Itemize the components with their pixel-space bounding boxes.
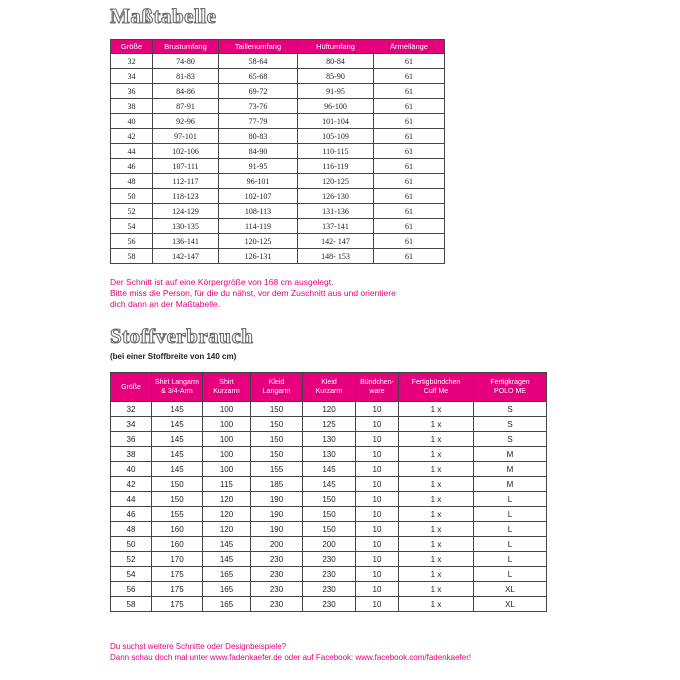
fabric-usage-subtitle: (bei einer Stoffbreite von 140 cm)	[110, 352, 237, 361]
column-header-line: POLO ME	[494, 388, 526, 395]
table-cell: 150	[251, 447, 303, 462]
table-cell: 61	[374, 69, 445, 84]
fabric-usage-table-body	[111, 402, 547, 612]
column-header	[251, 373, 303, 402]
measurement-table-body	[111, 54, 445, 264]
table-cell: 130-135	[153, 219, 219, 234]
table-row	[111, 537, 547, 552]
table-cell: 137-141	[298, 219, 374, 234]
table-cell: 1 x	[399, 492, 474, 507]
table-cell: 10	[356, 447, 399, 462]
table-cell: 97-101	[153, 129, 219, 144]
table-cell: 84-90	[219, 144, 298, 159]
table-cell: 42	[111, 129, 153, 144]
fabric-usage-heading: Stoffverbrauch	[110, 324, 254, 348]
table-cell: 61	[374, 204, 445, 219]
table-cell: 150	[251, 432, 303, 447]
table-cell: 200	[303, 537, 356, 552]
table-cell: 100	[203, 447, 251, 462]
table-cell: 1 x	[399, 537, 474, 552]
table-cell: 10	[356, 432, 399, 447]
table-cell: 130	[303, 447, 356, 462]
table-cell: 80-83	[219, 129, 298, 144]
column-header-line: ware	[369, 388, 385, 395]
table-cell: 126-130	[298, 189, 374, 204]
table-row	[111, 402, 547, 417]
table-cell: 48	[111, 522, 152, 537]
table-cell: 165	[203, 597, 251, 612]
table-cell: 175	[152, 567, 203, 582]
table-cell: M	[474, 462, 547, 477]
column-header: Brustumfang	[153, 40, 219, 54]
size-note-line: Der Schnitt ist auf eine Körpergröße von 168 cm ausgelegt.	[110, 277, 334, 287]
column-header-line: Cuff Me	[423, 388, 449, 395]
column-header-line: Shirt Langarm	[155, 379, 199, 386]
table-cell: 1 x	[399, 417, 474, 432]
table-cell: 112-117	[153, 174, 219, 189]
table-cell: 200	[251, 537, 303, 552]
column-header-line: Kleid	[321, 379, 337, 386]
table-row	[111, 144, 445, 159]
table-row	[111, 84, 445, 99]
table-row	[111, 174, 445, 189]
table-cell: 1 x	[399, 432, 474, 447]
table-row	[111, 54, 445, 69]
table-cell: 120	[303, 402, 356, 417]
table-cell: 36	[111, 84, 153, 99]
table-cell: 125	[303, 417, 356, 432]
table-cell: 40	[111, 462, 152, 477]
column-header: Ärmellänge	[374, 40, 445, 54]
table-cell: 1 x	[399, 477, 474, 492]
table-cell: 10	[356, 537, 399, 552]
table-cell: L	[474, 507, 547, 522]
table-cell: 230	[251, 597, 303, 612]
table-row	[111, 462, 547, 477]
table-cell: 50	[111, 537, 152, 552]
table-cell: 61	[374, 99, 445, 114]
size-note	[110, 277, 396, 310]
column-header	[203, 373, 251, 402]
table-cell: 61	[374, 84, 445, 99]
table-cell: 155	[251, 462, 303, 477]
table-cell: 230	[251, 582, 303, 597]
table-cell: 190	[251, 522, 303, 537]
table-cell: 91-95	[219, 159, 298, 174]
table-cell: 136-141	[153, 234, 219, 249]
column-header	[152, 373, 203, 402]
table-cell: 148- 153	[298, 249, 374, 264]
table-cell: 52	[111, 552, 152, 567]
table-cell: 101-104	[298, 114, 374, 129]
table-cell: S	[474, 417, 547, 432]
table-cell: 44	[111, 144, 153, 159]
table-cell: 61	[374, 174, 445, 189]
table-cell: 65-68	[219, 69, 298, 84]
table-cell: 69-72	[219, 84, 298, 99]
table-cell: 10	[356, 462, 399, 477]
table-cell: 108-113	[219, 204, 298, 219]
table-cell: S	[474, 402, 547, 417]
table-cell: 150	[152, 477, 203, 492]
table-cell: 102-106	[153, 144, 219, 159]
footer-note	[110, 641, 471, 663]
table-cell: 150	[303, 522, 356, 537]
column-header-line: Kleid	[268, 379, 285, 386]
table-cell: 142- 147	[298, 234, 374, 249]
table-cell: 150	[251, 417, 303, 432]
size-note-line: dich dann an der Maßtabelle.	[110, 299, 221, 309]
table-cell: 61	[374, 234, 445, 249]
table-cell: 32	[111, 402, 152, 417]
measurement-table-header	[111, 40, 445, 54]
table-cell: 10	[356, 552, 399, 567]
table-row	[111, 417, 547, 432]
column-header: Taillenumfang	[219, 40, 298, 54]
table-row	[111, 582, 547, 597]
table-cell: 160	[152, 537, 203, 552]
table-cell: 145	[203, 537, 251, 552]
table-row	[111, 99, 445, 114]
column-header: Hüftumfang	[298, 40, 374, 54]
column-header-line: Kurzarm	[315, 388, 343, 395]
table-cell: 190	[251, 492, 303, 507]
table-cell: 110-115	[298, 144, 374, 159]
table-row	[111, 234, 445, 249]
fabric-usage-table	[110, 372, 547, 612]
table-row	[111, 114, 445, 129]
table-cell: 1 x	[399, 507, 474, 522]
table-row	[111, 552, 547, 567]
column-header-line: Fertigkragen	[490, 379, 530, 386]
table-cell: 145	[303, 477, 356, 492]
measurement-table-heading: Maßtabelle	[110, 4, 217, 28]
table-cell: 42	[111, 477, 152, 492]
table-cell: 10	[356, 582, 399, 597]
table-cell: 10	[356, 417, 399, 432]
table-row	[111, 522, 547, 537]
table-row	[111, 597, 547, 612]
table-cell: S	[474, 432, 547, 447]
table-cell: 120	[203, 522, 251, 537]
table-row	[111, 129, 445, 144]
column-header-line: Langarm	[262, 388, 291, 395]
table-cell: 160	[152, 522, 203, 537]
table-cell: 34	[111, 417, 152, 432]
table-cell: 10	[356, 597, 399, 612]
table-row	[111, 567, 547, 582]
table-cell: 92-96	[153, 114, 219, 129]
table-cell: 155	[152, 507, 203, 522]
table-cell: 40	[111, 114, 153, 129]
table-cell: 150	[303, 507, 356, 522]
table-cell: 61	[374, 129, 445, 144]
table-cell: 52	[111, 204, 153, 219]
table-cell: 145	[152, 417, 203, 432]
table-row	[111, 69, 445, 84]
table-cell: 116-119	[298, 159, 374, 174]
column-header-line: Kurzarm	[213, 388, 240, 395]
table-cell: 100	[203, 417, 251, 432]
table-cell: L	[474, 537, 547, 552]
table-cell: 114-119	[219, 219, 298, 234]
table-cell: 105-109	[298, 129, 374, 144]
table-cell: 32	[111, 54, 153, 69]
table-cell: 96-101	[219, 174, 298, 189]
table-cell: 91-95	[298, 84, 374, 99]
column-header	[111, 373, 152, 402]
column-header-line: Größe	[121, 383, 141, 391]
table-cell: 131-136	[298, 204, 374, 219]
table-cell: 175	[152, 582, 203, 597]
table-cell: 1 x	[399, 462, 474, 477]
column-header	[474, 373, 547, 402]
table-cell: 10	[356, 477, 399, 492]
table-cell: 36	[111, 432, 152, 447]
table-cell: 1 x	[399, 567, 474, 582]
column-header	[399, 373, 474, 402]
table-cell: 230	[303, 597, 356, 612]
table-cell: 230	[303, 567, 356, 582]
table-cell: 100	[203, 432, 251, 447]
table-cell: 1 x	[399, 597, 474, 612]
column-header-line: Fertigbündchen	[411, 379, 461, 386]
table-cell: 145	[152, 462, 203, 477]
footer-line: Dann schau doch mal unter www.fadenkaefer.de oder auf Facebook: www.facebook.com/fadenkaefer!	[110, 653, 472, 662]
table-cell: 185	[251, 477, 303, 492]
table-row	[111, 432, 547, 447]
table-row	[111, 189, 445, 204]
table-cell: 165	[203, 582, 251, 597]
table-cell: 175	[152, 597, 203, 612]
table-cell: 85-90	[298, 69, 374, 84]
table-cell: 38	[111, 99, 153, 114]
table-cell: 230	[303, 582, 356, 597]
table-row	[111, 204, 445, 219]
column-header	[303, 373, 356, 402]
table-cell: 80-84	[298, 54, 374, 69]
table-cell: 61	[374, 159, 445, 174]
table-cell: L	[474, 492, 547, 507]
table-cell: 61	[374, 189, 445, 204]
table-cell: 77-79	[219, 114, 298, 129]
table-cell: 84-86	[153, 84, 219, 99]
column-header-line: Bündchen-	[360, 379, 394, 386]
table-cell: 102-107	[219, 189, 298, 204]
table-cell: 230	[303, 552, 356, 567]
table-cell: 145	[152, 402, 203, 417]
fabric-usage-table-header	[111, 373, 547, 402]
table-cell: 1 x	[399, 552, 474, 567]
table-cell: 50	[111, 189, 153, 204]
table-cell: 230	[251, 552, 303, 567]
table-cell: 1 x	[399, 582, 474, 597]
table-row	[111, 219, 445, 234]
table-cell: 54	[111, 567, 152, 582]
table-cell: 10	[356, 402, 399, 417]
column-header: Größe	[111, 40, 153, 54]
table-cell: 150	[303, 492, 356, 507]
table-cell: 190	[251, 507, 303, 522]
table-cell: 46	[111, 159, 153, 174]
column-header	[356, 373, 399, 402]
table-cell: 10	[356, 492, 399, 507]
table-cell: 44	[111, 492, 152, 507]
table-cell: 145	[203, 552, 251, 567]
table-cell: 118-123	[153, 189, 219, 204]
table-cell: 120-125	[219, 234, 298, 249]
table-cell: 115	[203, 477, 251, 492]
table-cell: 58	[111, 249, 153, 264]
table-cell: 10	[356, 567, 399, 582]
table-cell: 61	[374, 114, 445, 129]
table-cell: 130	[303, 432, 356, 447]
column-header-line: Shirt	[219, 379, 234, 386]
table-cell: 61	[374, 219, 445, 234]
table-cell: 170	[152, 552, 203, 567]
table-cell: 56	[111, 582, 152, 597]
table-cell: 165	[203, 567, 251, 582]
table-cell: 34	[111, 69, 153, 84]
table-cell: 10	[356, 522, 399, 537]
measurement-table	[110, 39, 445, 264]
table-cell: 120	[203, 492, 251, 507]
table-cell: 58	[111, 597, 152, 612]
table-cell: 10	[356, 507, 399, 522]
table-cell: L	[474, 567, 547, 582]
table-cell: XL	[474, 597, 547, 612]
table-row	[111, 507, 547, 522]
table-cell: 120-125	[298, 174, 374, 189]
table-cell: L	[474, 522, 547, 537]
table-cell: 87-91	[153, 99, 219, 114]
table-row	[111, 492, 547, 507]
table-cell: 38	[111, 447, 152, 462]
table-cell: 74-80	[153, 54, 219, 69]
table-cell: 73-76	[219, 99, 298, 114]
table-cell: 54	[111, 219, 153, 234]
table-cell: 100	[203, 462, 251, 477]
table-cell: 145	[152, 447, 203, 462]
table-cell: XL	[474, 582, 547, 597]
table-cell: 145	[152, 432, 203, 447]
table-cell: 107-111	[153, 159, 219, 174]
table-cell: 61	[374, 144, 445, 159]
table-cell: 1 x	[399, 402, 474, 417]
table-cell: 230	[251, 567, 303, 582]
table-cell: 100	[203, 402, 251, 417]
table-cell: 81-83	[153, 69, 219, 84]
size-note-line: Bitte miss die Person, für die du nähst, vor dem Zuschnitt aus und orientiere	[110, 288, 396, 298]
table-row	[111, 159, 445, 174]
table-cell: 61	[374, 249, 445, 264]
table-cell: L	[474, 552, 547, 567]
table-cell: 56	[111, 234, 153, 249]
table-cell: 120	[203, 507, 251, 522]
table-cell: 150	[152, 492, 203, 507]
table-cell: 58-64	[219, 54, 298, 69]
table-cell: M	[474, 477, 547, 492]
table-cell: 46	[111, 507, 152, 522]
footer-line: Du suchst weitere Schnitte oder Designbeispiele?	[110, 642, 287, 651]
table-cell: 48	[111, 174, 153, 189]
table-cell: M	[474, 447, 547, 462]
table-cell: 96-100	[298, 99, 374, 114]
table-cell: 150	[251, 402, 303, 417]
table-row	[111, 477, 547, 492]
table-cell: 145	[303, 462, 356, 477]
table-cell: 1 x	[399, 522, 474, 537]
table-cell: 142-147	[153, 249, 219, 264]
table-cell: 1 x	[399, 447, 474, 462]
column-header-line: & 3/4-Arm	[161, 388, 193, 395]
table-row	[111, 249, 445, 264]
table-cell: 126-131	[219, 249, 298, 264]
table-cell: 61	[374, 54, 445, 69]
table-row	[111, 447, 547, 462]
table-cell: 124-129	[153, 204, 219, 219]
